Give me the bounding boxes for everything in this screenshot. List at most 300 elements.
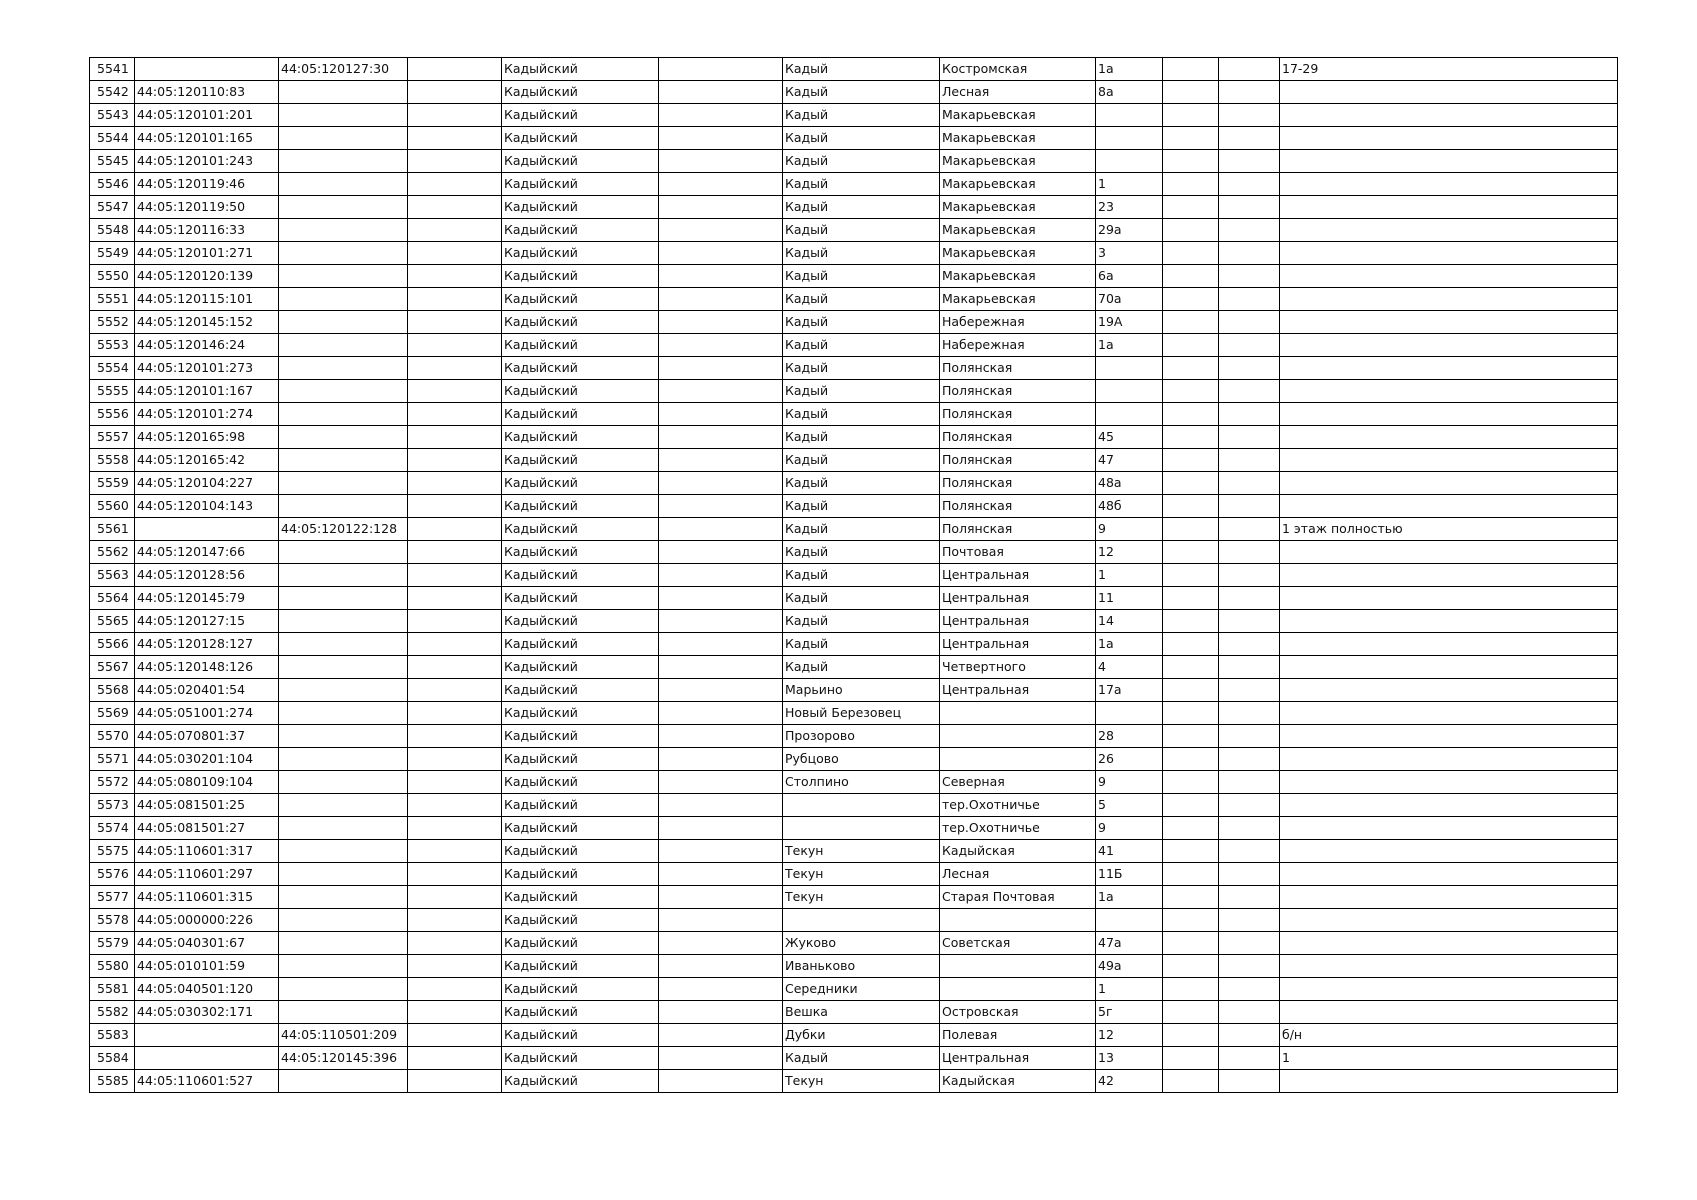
empty-cell	[1163, 403, 1219, 426]
empty-cell	[1219, 403, 1280, 426]
street-cell: Полянская	[940, 449, 1096, 472]
locality-cell: Текун	[783, 840, 940, 863]
empty-cell	[408, 196, 502, 219]
building-cadastral-number-cell	[279, 1001, 408, 1024]
building-cadastral-number-cell: 44:05:120122:128	[279, 518, 408, 541]
district-cell: Кадыйский	[502, 610, 659, 633]
locality-cell: Кадый	[783, 426, 940, 449]
locality-cell: Кадый	[783, 495, 940, 518]
record-number-cell: 5552	[90, 311, 135, 334]
empty-cell	[1219, 748, 1280, 771]
empty-cell	[659, 196, 783, 219]
locality-cell: Кадый	[783, 288, 940, 311]
empty-cell	[408, 863, 502, 886]
street-cell: Макарьевская	[940, 219, 1096, 242]
cadastral-number-cell: 44:05:120101:274	[135, 403, 279, 426]
empty-cell	[1219, 564, 1280, 587]
table-row	[90, 748, 1618, 771]
empty-cell	[408, 564, 502, 587]
locality-cell: Текун	[783, 886, 940, 909]
cadastral-number-cell: 44:05:120120:139	[135, 265, 279, 288]
record-number-cell: 5566	[90, 633, 135, 656]
empty-cell	[1163, 610, 1219, 633]
cadastral-number-cell: 44:05:040501:120	[135, 978, 279, 1001]
building-cadastral-number-cell	[279, 817, 408, 840]
empty-cell	[408, 1001, 502, 1024]
empty-cell	[1163, 173, 1219, 196]
note-cell	[1280, 196, 1618, 219]
street-cell: Полянская	[940, 518, 1096, 541]
empty-cell	[1163, 909, 1219, 932]
empty-cell	[408, 656, 502, 679]
cadastral-number-cell: 44:05:040301:67	[135, 932, 279, 955]
empty-cell	[408, 334, 502, 357]
district-cell: Кадыйский	[502, 334, 659, 357]
district-cell: Кадыйский	[502, 1001, 659, 1024]
street-cell: тер.Охотничье	[940, 794, 1096, 817]
empty-cell	[659, 334, 783, 357]
street-cell: Центральная	[940, 587, 1096, 610]
building-cadastral-number-cell	[279, 978, 408, 1001]
building-cadastral-number-cell	[279, 633, 408, 656]
empty-cell	[408, 288, 502, 311]
property-register-table	[89, 57, 1618, 1093]
locality-cell: Столпино	[783, 771, 940, 794]
street-cell: Макарьевская	[940, 265, 1096, 288]
district-cell: Кадыйский	[502, 1047, 659, 1070]
street-cell: Центральная	[940, 564, 1096, 587]
house-number-cell	[1096, 403, 1163, 426]
record-number-cell: 5577	[90, 886, 135, 909]
record-number-cell: 5555	[90, 380, 135, 403]
table-row	[90, 449, 1618, 472]
building-cadastral-number-cell	[279, 173, 408, 196]
building-cadastral-number-cell	[279, 863, 408, 886]
district-cell: Кадыйский	[502, 541, 659, 564]
building-cadastral-number-cell	[279, 127, 408, 150]
empty-cell	[408, 173, 502, 196]
house-number-cell: 1	[1096, 564, 1163, 587]
locality-cell: Кадый	[783, 656, 940, 679]
record-number-cell: 5561	[90, 518, 135, 541]
cadastral-number-cell	[135, 518, 279, 541]
district-cell: Кадыйский	[502, 426, 659, 449]
district-cell: Кадыйский	[502, 150, 659, 173]
building-cadastral-number-cell	[279, 403, 408, 426]
record-number-cell: 5569	[90, 702, 135, 725]
building-cadastral-number-cell	[279, 955, 408, 978]
building-cadastral-number-cell	[279, 334, 408, 357]
table-row	[90, 311, 1618, 334]
empty-cell	[408, 955, 502, 978]
empty-cell	[659, 840, 783, 863]
record-number-cell: 5573	[90, 794, 135, 817]
note-cell	[1280, 288, 1618, 311]
record-number-cell: 5584	[90, 1047, 135, 1070]
street-cell: Полянская	[940, 357, 1096, 380]
empty-cell	[659, 955, 783, 978]
note-cell	[1280, 748, 1618, 771]
house-number-cell	[1096, 127, 1163, 150]
empty-cell	[1163, 955, 1219, 978]
record-number-cell: 5548	[90, 219, 135, 242]
record-number-cell: 5563	[90, 564, 135, 587]
district-cell: Кадыйский	[502, 955, 659, 978]
street-cell: Четвертного	[940, 656, 1096, 679]
empty-cell	[1163, 219, 1219, 242]
note-cell	[1280, 81, 1618, 104]
empty-cell	[408, 403, 502, 426]
house-number-cell: 9	[1096, 817, 1163, 840]
table-row	[90, 587, 1618, 610]
district-cell: Кадыйский	[502, 771, 659, 794]
empty-cell	[1163, 380, 1219, 403]
cadastral-number-cell: 44:05:081501:27	[135, 817, 279, 840]
building-cadastral-number-cell	[279, 357, 408, 380]
street-cell	[940, 955, 1096, 978]
table-row	[90, 794, 1618, 817]
street-cell: Полянская	[940, 403, 1096, 426]
locality-cell: Кадый	[783, 380, 940, 403]
table-row	[90, 817, 1618, 840]
locality-cell: Марьино	[783, 679, 940, 702]
cadastral-number-cell: 44:05:120101:201	[135, 104, 279, 127]
empty-cell	[1163, 334, 1219, 357]
district-cell: Кадыйский	[502, 127, 659, 150]
empty-cell	[1219, 587, 1280, 610]
empty-cell	[659, 633, 783, 656]
empty-cell	[408, 219, 502, 242]
house-number-cell: 5	[1096, 794, 1163, 817]
cadastral-number-cell: 44:05:120165:98	[135, 426, 279, 449]
empty-cell	[659, 242, 783, 265]
empty-cell	[1163, 311, 1219, 334]
building-cadastral-number-cell	[279, 472, 408, 495]
cadastral-number-cell: 44:05:010101:59	[135, 955, 279, 978]
note-cell	[1280, 656, 1618, 679]
note-cell	[1280, 541, 1618, 564]
street-cell: Кадыйская	[940, 1070, 1096, 1093]
empty-cell	[408, 472, 502, 495]
district-cell: Кадыйский	[502, 978, 659, 1001]
cadastral-number-cell	[135, 58, 279, 81]
building-cadastral-number-cell	[279, 104, 408, 127]
empty-cell	[659, 380, 783, 403]
empty-cell	[659, 1024, 783, 1047]
empty-cell	[1219, 840, 1280, 863]
house-number-cell: 45	[1096, 426, 1163, 449]
empty-cell	[1163, 564, 1219, 587]
table-row	[90, 173, 1618, 196]
street-cell: Костромская	[940, 58, 1096, 81]
note-cell	[1280, 909, 1618, 932]
empty-cell	[1219, 150, 1280, 173]
empty-cell	[1219, 472, 1280, 495]
empty-cell	[408, 104, 502, 127]
house-number-cell: 70а	[1096, 288, 1163, 311]
cadastral-number-cell: 44:05:120119:46	[135, 173, 279, 196]
cadastral-number-cell: 44:05:120101:167	[135, 380, 279, 403]
house-number-cell: 47а	[1096, 932, 1163, 955]
district-cell: Кадыйский	[502, 863, 659, 886]
note-cell	[1280, 564, 1618, 587]
empty-cell	[659, 426, 783, 449]
record-number-cell: 5565	[90, 610, 135, 633]
building-cadastral-number-cell	[279, 725, 408, 748]
empty-cell	[408, 978, 502, 1001]
building-cadastral-number-cell	[279, 426, 408, 449]
table-row	[90, 242, 1618, 265]
empty-cell	[1219, 633, 1280, 656]
note-cell	[1280, 495, 1618, 518]
empty-cell	[1219, 104, 1280, 127]
empty-cell	[1219, 127, 1280, 150]
cadastral-number-cell: 44:05:070801:37	[135, 725, 279, 748]
empty-cell	[1163, 679, 1219, 702]
note-cell	[1280, 679, 1618, 702]
note-cell	[1280, 1070, 1618, 1093]
empty-cell	[1219, 219, 1280, 242]
district-cell: Кадыйский	[502, 909, 659, 932]
building-cadastral-number-cell	[279, 932, 408, 955]
note-cell: б/н	[1280, 1024, 1618, 1047]
district-cell: Кадыйский	[502, 794, 659, 817]
table-row	[90, 150, 1618, 173]
street-cell: Лесная	[940, 863, 1096, 886]
cadastral-number-cell: 44:05:110601:317	[135, 840, 279, 863]
empty-cell	[1219, 357, 1280, 380]
cadastral-number-cell	[135, 1024, 279, 1047]
locality-cell: Кадый	[783, 518, 940, 541]
register-sheet	[89, 57, 1617, 1093]
record-number-cell: 5562	[90, 541, 135, 564]
empty-cell	[659, 58, 783, 81]
empty-cell	[1163, 886, 1219, 909]
record-number-cell: 5544	[90, 127, 135, 150]
cadastral-number-cell: 44:05:120101:271	[135, 242, 279, 265]
record-number-cell: 5572	[90, 771, 135, 794]
empty-cell	[659, 472, 783, 495]
note-cell	[1280, 932, 1618, 955]
district-cell: Кадыйский	[502, 1070, 659, 1093]
empty-cell	[659, 150, 783, 173]
cadastral-number-cell: 44:05:110601:527	[135, 1070, 279, 1093]
street-cell: Полянская	[940, 495, 1096, 518]
locality-cell: Кадый	[783, 81, 940, 104]
empty-cell	[408, 725, 502, 748]
street-cell: Центральная	[940, 633, 1096, 656]
building-cadastral-number-cell	[279, 771, 408, 794]
empty-cell	[408, 610, 502, 633]
house-number-cell: 48б	[1096, 495, 1163, 518]
table-row	[90, 334, 1618, 357]
empty-cell	[659, 1070, 783, 1093]
table-row	[90, 679, 1618, 702]
building-cadastral-number-cell: 44:05:120127:30	[279, 58, 408, 81]
note-cell: 17-29	[1280, 58, 1618, 81]
building-cadastral-number-cell	[279, 219, 408, 242]
empty-cell	[659, 518, 783, 541]
empty-cell	[408, 748, 502, 771]
cadastral-number-cell: 44:05:120147:66	[135, 541, 279, 564]
locality-cell: Кадый	[783, 242, 940, 265]
cadastral-number-cell: 44:05:120104:227	[135, 472, 279, 495]
empty-cell	[1219, 242, 1280, 265]
locality-cell: Рубцово	[783, 748, 940, 771]
district-cell: Кадыйский	[502, 725, 659, 748]
empty-cell	[1163, 541, 1219, 564]
table-row	[90, 288, 1618, 311]
building-cadastral-number-cell	[279, 380, 408, 403]
empty-cell	[659, 1001, 783, 1024]
cadastral-number-cell: 44:05:120128:56	[135, 564, 279, 587]
district-cell: Кадыйский	[502, 840, 659, 863]
empty-cell	[1163, 587, 1219, 610]
locality-cell: Иваньково	[783, 955, 940, 978]
house-number-cell: 13	[1096, 1047, 1163, 1070]
empty-cell	[659, 541, 783, 564]
building-cadastral-number-cell	[279, 242, 408, 265]
empty-cell	[408, 817, 502, 840]
empty-cell	[1163, 817, 1219, 840]
district-cell: Кадыйский	[502, 748, 659, 771]
house-number-cell: 14	[1096, 610, 1163, 633]
locality-cell: Кадый	[783, 219, 940, 242]
street-cell: Макарьевская	[940, 150, 1096, 173]
house-number-cell: 42	[1096, 1070, 1163, 1093]
table-row	[90, 219, 1618, 242]
table-row	[90, 58, 1618, 81]
empty-cell	[1219, 288, 1280, 311]
empty-cell	[1219, 932, 1280, 955]
building-cadastral-number-cell	[279, 449, 408, 472]
record-number-cell: 5567	[90, 656, 135, 679]
locality-cell: Жуково	[783, 932, 940, 955]
locality-cell: Кадый	[783, 196, 940, 219]
street-cell: Макарьевская	[940, 242, 1096, 265]
empty-cell	[659, 104, 783, 127]
empty-cell	[408, 541, 502, 564]
empty-cell	[659, 449, 783, 472]
note-cell	[1280, 610, 1618, 633]
street-cell	[940, 702, 1096, 725]
cadastral-number-cell: 44:05:110601:297	[135, 863, 279, 886]
house-number-cell: 4	[1096, 656, 1163, 679]
street-cell: Центральная	[940, 610, 1096, 633]
record-number-cell: 5578	[90, 909, 135, 932]
street-cell: Полянская	[940, 472, 1096, 495]
cadastral-number-cell: 44:05:120101:165	[135, 127, 279, 150]
empty-cell	[659, 794, 783, 817]
table-row	[90, 104, 1618, 127]
record-number-cell: 5571	[90, 748, 135, 771]
record-number-cell: 5547	[90, 196, 135, 219]
empty-cell	[659, 725, 783, 748]
note-cell	[1280, 380, 1618, 403]
empty-cell	[659, 587, 783, 610]
locality-cell: Кадый	[783, 610, 940, 633]
note-cell	[1280, 173, 1618, 196]
cadastral-number-cell: 44:05:120148:126	[135, 656, 279, 679]
empty-cell	[1219, 978, 1280, 1001]
table-row	[90, 1047, 1618, 1070]
street-cell: Советская	[940, 932, 1096, 955]
cadastral-number-cell: 44:05:120128:127	[135, 633, 279, 656]
street-cell: Набережная	[940, 311, 1096, 334]
empty-cell	[659, 817, 783, 840]
cadastral-number-cell: 44:05:120145:152	[135, 311, 279, 334]
note-cell	[1280, 219, 1618, 242]
locality-cell: Прозорово	[783, 725, 940, 748]
empty-cell	[1163, 1001, 1219, 1024]
table-row	[90, 357, 1618, 380]
empty-cell	[1219, 725, 1280, 748]
district-cell: Кадыйский	[502, 449, 659, 472]
cadastral-number-cell: 44:05:120145:79	[135, 587, 279, 610]
empty-cell	[1163, 748, 1219, 771]
house-number-cell: 28	[1096, 725, 1163, 748]
table-row	[90, 196, 1618, 219]
empty-cell	[659, 173, 783, 196]
empty-cell	[1219, 334, 1280, 357]
building-cadastral-number-cell	[279, 794, 408, 817]
empty-cell	[408, 311, 502, 334]
empty-cell	[1219, 1024, 1280, 1047]
table-row	[90, 633, 1618, 656]
empty-cell	[659, 127, 783, 150]
street-cell: Полевая	[940, 1024, 1096, 1047]
district-cell: Кадыйский	[502, 679, 659, 702]
empty-cell	[1163, 150, 1219, 173]
street-cell: Макарьевская	[940, 127, 1096, 150]
empty-cell	[659, 679, 783, 702]
locality-cell	[783, 817, 940, 840]
record-number-cell: 5583	[90, 1024, 135, 1047]
building-cadastral-number-cell	[279, 495, 408, 518]
locality-cell: Кадый	[783, 357, 940, 380]
district-cell: Кадыйский	[502, 380, 659, 403]
house-number-cell	[1096, 104, 1163, 127]
empty-cell	[408, 265, 502, 288]
empty-cell	[659, 656, 783, 679]
district-cell: Кадыйский	[502, 311, 659, 334]
empty-cell	[408, 1047, 502, 1070]
empty-cell	[659, 311, 783, 334]
empty-cell	[1219, 58, 1280, 81]
district-cell: Кадыйский	[502, 587, 659, 610]
record-number-cell: 5556	[90, 403, 135, 426]
empty-cell	[408, 380, 502, 403]
register-body	[90, 58, 1618, 1093]
street-cell: Северная	[940, 771, 1096, 794]
table-row	[90, 840, 1618, 863]
district-cell: Кадыйский	[502, 242, 659, 265]
house-number-cell: 3	[1096, 242, 1163, 265]
empty-cell	[1163, 840, 1219, 863]
empty-cell	[1219, 863, 1280, 886]
house-number-cell: 23	[1096, 196, 1163, 219]
street-cell	[940, 978, 1096, 1001]
note-cell	[1280, 242, 1618, 265]
record-number-cell: 5575	[90, 840, 135, 863]
building-cadastral-number-cell	[279, 81, 408, 104]
empty-cell	[659, 564, 783, 587]
empty-cell	[408, 909, 502, 932]
empty-cell	[408, 150, 502, 173]
note-cell	[1280, 334, 1618, 357]
district-cell: Кадыйский	[502, 702, 659, 725]
cadastral-number-cell	[135, 1047, 279, 1070]
